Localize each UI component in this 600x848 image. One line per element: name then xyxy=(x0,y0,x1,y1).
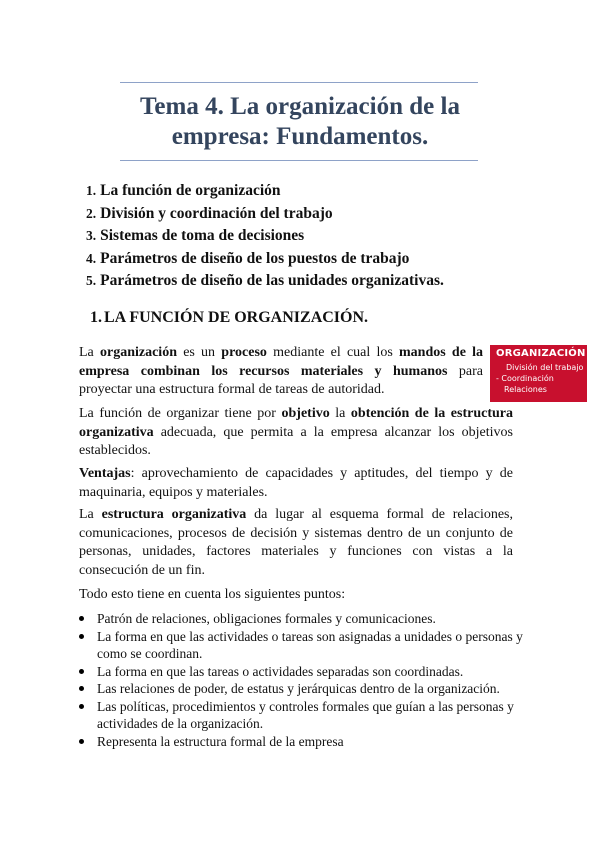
section-title: LA FUNCIÓN DE ORGANIZACIÓN. xyxy=(104,309,369,326)
bullet-list xyxy=(79,610,529,750)
bullet-icon xyxy=(79,669,84,674)
toc-number: 5. xyxy=(86,273,97,288)
bullet-icon xyxy=(79,616,84,621)
paragraph-definition xyxy=(79,344,483,400)
text-run: es un xyxy=(176,345,222,360)
text-run: adecuada, que permita a la empresa alcanzar los objetivos establecidos. xyxy=(79,424,513,458)
title-bottom-rule xyxy=(120,160,478,161)
list-item-text: Patrón de relaciones, obligaciones formales y comunicaciones. xyxy=(97,611,436,626)
bold-run: obtención de la estructura organizativa xyxy=(79,406,513,440)
bullet-icon xyxy=(79,704,84,709)
list-item xyxy=(79,610,529,628)
bullet-icon xyxy=(79,739,84,744)
bold-run: organización xyxy=(99,345,177,360)
text-run: la xyxy=(329,406,351,421)
text-run: da lugar al esquema formal de relaciones, comunicaciones, procesos de decisión y sistemas dentro de un conjunto de personas, unidades, factores materiales y funciones con vistas a la consecución de un fin. xyxy=(79,507,514,578)
text-run: La xyxy=(79,345,100,360)
section-heading xyxy=(90,309,368,327)
toc-number: 4. xyxy=(86,250,97,266)
toc-number: 3. xyxy=(86,228,97,243)
list-item xyxy=(79,733,529,751)
paragraph-points-intro: Todo esto tiene en cuenta los siguientes puntos: xyxy=(79,587,346,602)
section-number: 1. xyxy=(90,309,102,326)
list-item xyxy=(79,680,529,698)
list-item xyxy=(79,663,529,681)
list-item-text: La forma en que las tareas o actividades separadas son coordinadas. xyxy=(97,663,464,679)
badge-line-coordinacion: - Coordinación xyxy=(496,374,554,383)
list-item xyxy=(79,698,529,733)
badge-line-division: División del trabajo xyxy=(506,363,584,372)
list-item-text: Las relaciones de poder, de estatus y jerárquicas dentro de la organización. xyxy=(97,681,500,696)
toc-item xyxy=(86,225,444,248)
toc-item xyxy=(86,203,444,226)
paragraph-structure xyxy=(79,506,513,580)
list-item-text: Las políticas, procedimientos y controles formales que guían a las personas y actividades de la organización. xyxy=(97,698,514,731)
list-item-text: La forma en que las actividades o tareas son asignadas a unidades o personas y como se coordinan. xyxy=(97,628,523,661)
toc-text: Parámetros de diseño de las unidades organizativas. xyxy=(100,272,444,289)
toc-text: División y coordinación del trabajo xyxy=(100,204,333,222)
title-line-2: empresa: Fundamentos. xyxy=(171,123,429,150)
bold-run: Ventajas xyxy=(79,466,131,481)
text-run: para proyectar una estructura formal de tareas de autoridad. xyxy=(79,363,484,397)
title-top-rule xyxy=(120,82,478,83)
toc-number: 1. xyxy=(86,183,97,198)
toc-text: Parámetros de diseño de los puestos de trabajo xyxy=(100,249,410,267)
organizacion-badge xyxy=(490,345,587,402)
paragraph-objective xyxy=(79,405,513,461)
toc-number: 2. xyxy=(86,205,97,221)
text-run: mediante el cual los xyxy=(266,345,400,360)
list-item-text: Representa la estructura formal de la empresa xyxy=(97,733,344,749)
toc-text: Sistemas de toma de decisiones xyxy=(100,227,305,244)
bold-run: objetivo xyxy=(281,406,330,421)
bold-run: mandos de la empresa combinan los recursos materiales y humanos xyxy=(79,345,484,379)
title-line-1: Tema 4. La organización de la xyxy=(140,93,460,120)
bullet-icon xyxy=(79,686,84,691)
text-run: : aprovechamiento de capacidades y aptitudes, del tiempo y de maquinaria, equipos y materiales. xyxy=(79,466,513,500)
table-of-contents xyxy=(86,180,444,293)
text-run: La función de organizar tiene por xyxy=(79,406,282,421)
bold-run: proceso xyxy=(221,345,267,360)
paragraph-advantages xyxy=(79,465,513,502)
toc-text: La función de organización xyxy=(100,182,281,199)
bullet-icon xyxy=(79,634,84,639)
toc-item xyxy=(86,180,444,203)
list-item xyxy=(79,628,529,663)
badge-title: ORGANIZACIÓN xyxy=(496,348,586,359)
toc-item xyxy=(86,270,444,293)
page-title xyxy=(100,92,500,152)
badge-line-relaciones: Relaciones xyxy=(504,385,547,394)
toc-item xyxy=(86,248,444,271)
bold-run: estructura organizativa xyxy=(101,507,247,522)
text-run: La xyxy=(79,507,102,522)
